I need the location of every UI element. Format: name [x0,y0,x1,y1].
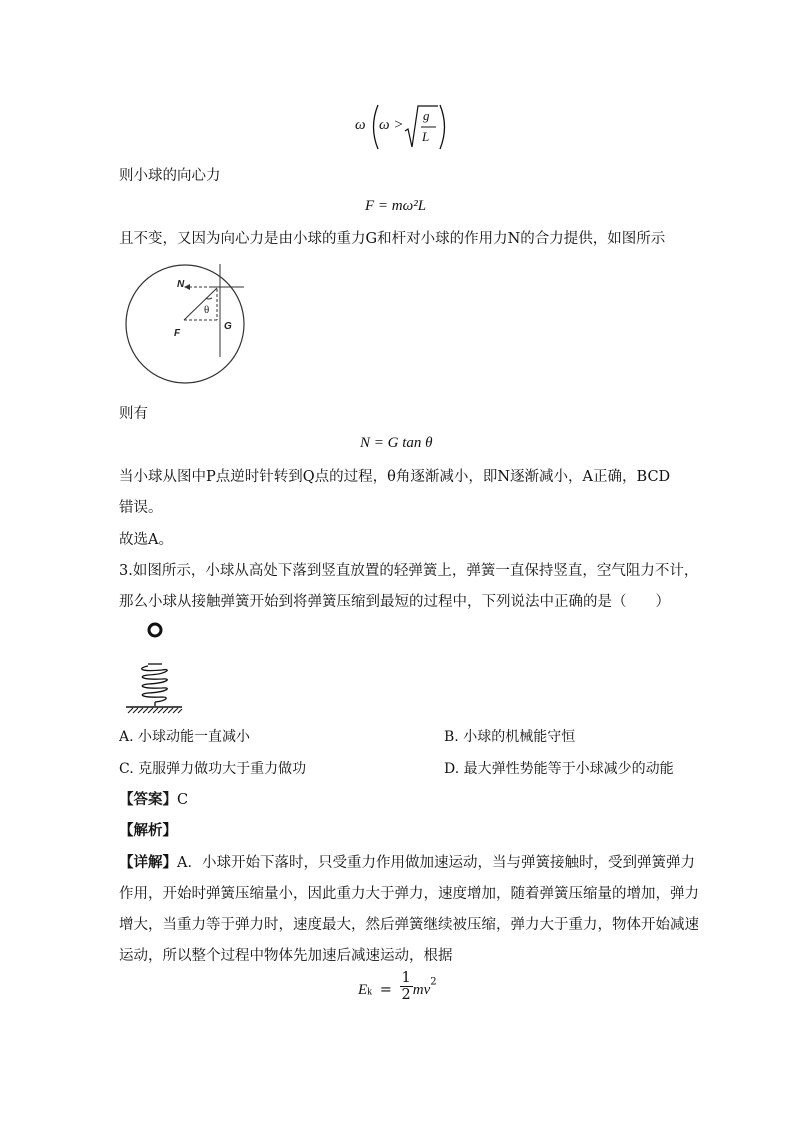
detail-line-3: 增大，当重力等于弹力时，速度最大，然后弹簧继续被压缩，弹力大于重力，物体开始减速 [119,917,699,933]
formula-Ek [358,970,437,1012]
detail-label: 【详解】 [119,854,177,871]
text-choose-A: 故选A。 [119,532,173,548]
label-theta: θ [204,304,210,316]
question-3-line-2: 那么小球从接触弹簧开始到将弹簧压缩到最短的过程中，下列说法中正确的是（ ） [119,594,670,610]
detail-text-1: A．小球开始下落时，只受重力作用做加速运动，当与弹簧接触时，受到弹簧弹力 [177,855,695,871]
force-diagram-figure [118,262,258,392]
Ek-fraction [400,970,413,1003]
F-line [184,288,217,320]
omega-symbol: ω [355,117,366,133]
detail-line-2: 作用，开始时弹簧压缩量小，因此重力大于弹力，速度增加，随着弹簧压缩量的增加，弹力 [119,886,699,902]
frac-g: g [423,108,430,123]
Ek-sub: k [367,986,373,998]
answer-label: 【答案】 [119,791,177,808]
omega-inner: ω > [379,117,404,133]
ground-hatch [128,708,182,713]
right-paren [438,103,450,151]
ball [149,624,161,636]
Ek-mv: mv [412,981,431,998]
answer-value: C [177,792,189,808]
Ek-E: E [358,981,368,998]
Ek-den: 2 [401,987,411,1003]
theta-arc [206,298,212,299]
text-centripetal-force: 则小球的向心力 [119,168,221,184]
spring-coil [142,666,168,702]
spring-ball-figure [124,620,194,716]
formula-N: N = G tan θ [360,435,433,451]
label-G: G [224,321,232,332]
text-conclusion-2: 错误。 [119,500,163,516]
label-N: N [177,279,185,290]
label-F: F [174,328,181,339]
text-conclusion-1: 当小球从图中P点逆时针转到Q点的过程，θ角逐渐减小，即N逐渐减小，A正确，BCD [119,469,671,485]
option-A[interactable]: A. 小球动能一直减小 [119,729,251,745]
detail-line-4: 运动，所以整个过程中物体先加速后减速运动，根据 [119,948,453,964]
Ek-sup: 2 [430,976,437,988]
N-arrowhead [184,284,190,290]
question-3-line-1: 3.如图所示，小球从高处下落到竖直放置的轻弹簧上，弹簧一直保持竖直，空气阻力不计， [119,563,699,579]
analysis-label: 【解析】 [119,822,177,839]
option-C[interactable]: C. 克服弹力做功大于重力做功 [119,761,307,777]
text-force-provided: 且不变，又因为向心力是由小球的重力G和杆对小球的作用力N的合力提供，如图所示 [119,231,666,247]
option-B[interactable]: B. 小球的机械能守恒 [444,729,576,745]
detail-line-1 [119,853,695,873]
Ek-eq: = [379,981,392,998]
formula-F: F = mω²L [365,198,427,214]
Ek-num: 1 [401,970,411,986]
answer-line [119,790,188,810]
frac-L: L [422,129,430,144]
text-then: 则有 [119,406,148,422]
formula-omega [352,103,452,151]
option-D[interactable]: D. 最大弹性势能等于小球减少的动能 [444,761,674,777]
